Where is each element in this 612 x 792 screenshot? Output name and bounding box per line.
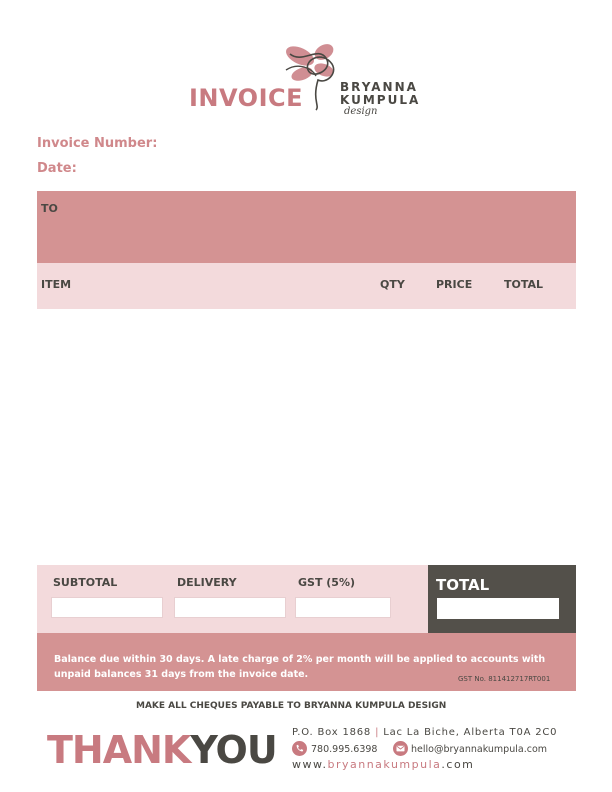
website-suffix: .com: [441, 758, 475, 771]
grand-total-field[interactable]: [437, 598, 559, 619]
payment-terms-text: Balance due within 30 days. A late charge of 2% per month will be applied to accounts with unpaid balances 31 days from the invoice date.: [54, 654, 546, 680]
grand-total-label: TOTAL: [436, 576, 490, 594]
phone-number[interactable]: 780.995.6398: [311, 744, 378, 755]
column-header-item: ITEM: [41, 278, 72, 291]
phone-icon: [292, 741, 307, 756]
butterfly-logo-icon: [282, 40, 344, 112]
recipient-label: TO: [41, 202, 58, 215]
email-address[interactable]: hello@bryannakumpula.com: [411, 744, 548, 755]
date-label: Date:: [37, 161, 77, 176]
mailing-address: [292, 727, 557, 738]
delivery-label: DELIVERY: [177, 576, 237, 589]
recipient-section: [37, 191, 576, 263]
subtotal-field[interactable]: [51, 597, 163, 618]
cheques-payable-note: MAKE ALL CHEQUES PAYABLE TO BRYANNA KUMPULA DESIGN: [136, 701, 447, 711]
address-separator: |: [375, 727, 380, 738]
thank-you-banner: [47, 730, 277, 770]
brand-name-line1: BRYANNA: [340, 80, 418, 94]
invoice-number-label: Invoice Number:: [37, 136, 158, 151]
gst-field[interactable]: [295, 597, 391, 618]
column-header-price: PRICE: [436, 278, 473, 291]
website-prefix: www.: [292, 758, 328, 771]
you-text: YOU: [190, 728, 277, 772]
address-city: Lac La Biche, Alberta T0A 2C0: [383, 727, 558, 738]
website-link[interactable]: [292, 758, 474, 771]
mail-icon: [393, 741, 408, 756]
invoice-title: INVOICE: [189, 84, 304, 112]
column-header-total: TOTAL: [504, 278, 544, 291]
subtotal-label: SUBTOTAL: [53, 576, 118, 589]
delivery-field[interactable]: [174, 597, 286, 618]
brand-name-line3: design: [344, 106, 378, 117]
gst-label: GST (5%): [298, 576, 356, 589]
column-header-qty: QTY: [380, 278, 405, 291]
thank-text: THANK: [47, 728, 191, 772]
website-name: bryannakumpula: [327, 758, 442, 771]
table-header: [37, 263, 576, 309]
address-po-box: P.O. Box 1868: [292, 727, 372, 738]
gst-number: GST No. 811412717RT001: [458, 675, 551, 683]
brand-name-line2: KUMPULA: [340, 93, 421, 107]
